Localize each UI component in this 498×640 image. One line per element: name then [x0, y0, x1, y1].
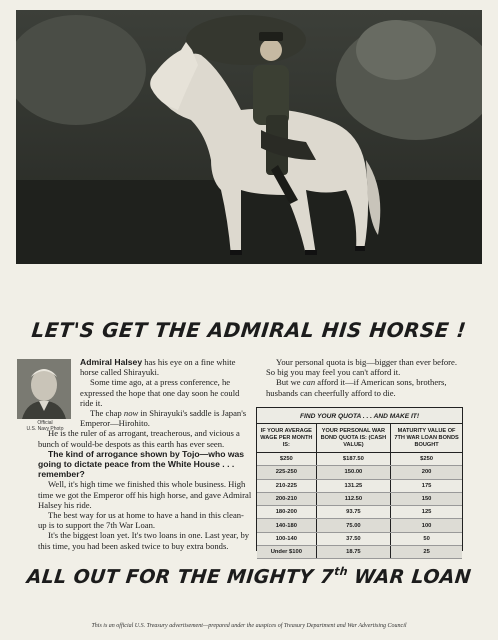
- table-cell: $187.50: [316, 453, 391, 466]
- table-cell: 180-200: [257, 506, 316, 519]
- paragraph-4: He is the ruler of as arrogant, treacherous, and vicious a bunch of would-be despots as this earth has ever seen.: [38, 428, 240, 449]
- table-cell: 50: [391, 532, 462, 545]
- headline: LET'S GET THE ADMIRAL HIS HORSE !: [30, 318, 468, 342]
- table-cell: 150: [391, 492, 462, 505]
- quota-title: FIND YOUR QUOTA . . . AND MAKE IT!: [257, 408, 462, 424]
- header-maturity: MATURITY VALUE OF 7TH WAR LOAN BONDS BOUGHT: [391, 424, 462, 453]
- table-cell: 200: [391, 466, 462, 479]
- paragraph-7: The best way for us at home to have a hand in this clean-up is to support the 7th War Loan.: [38, 510, 244, 531]
- table-cell: 140-180: [257, 519, 316, 532]
- table-cell: 131.25: [316, 479, 391, 492]
- header-wage: IF YOUR AVERAGE WAGE PER MONTH IS:: [257, 424, 316, 453]
- table-cell: 225-250: [257, 466, 316, 479]
- admiral-halsey-portrait: [17, 359, 71, 419]
- table-cell: 125: [391, 506, 462, 519]
- table-cell: $250: [257, 453, 316, 466]
- table-row: [257, 466, 462, 479]
- table-cell: Under $100: [257, 546, 316, 559]
- paragraph-8: It's the biggest loan yet. It's two loans in one. Last year, by this time, you had been asked twice to buy extra bonds.: [38, 530, 250, 551]
- photo-credit-line-1: Official: [37, 420, 53, 426]
- table-row: [257, 479, 462, 492]
- quota-table: [256, 407, 463, 556]
- table-cell: 210-225: [257, 479, 316, 492]
- header-quota: YOUR PERSONAL WAR BOND QUOTA IS: (CASH VALUE): [316, 424, 391, 453]
- paragraph-3: The chap now in Shirayuki's saddle is Japan's Emperor—Hirohito.: [80, 408, 247, 429]
- table-cell: 112.50: [316, 492, 391, 505]
- body-right-column: [266, 357, 464, 398]
- paragraph-6: Well, it's high time we finished this whole business. High time we got the Emperor off his high horse, and gave Admiral Halsey his ride.: [38, 479, 252, 510]
- table-cell: 25: [391, 546, 462, 559]
- table-cell: 18.75: [316, 546, 391, 559]
- paragraph-1: Admiral Halsey has his eye on a fine white horse called Shirayuki.: [80, 357, 236, 378]
- table-cell: 100: [391, 519, 462, 532]
- photo-credit-line-2: U.S. Navy Photo: [26, 426, 64, 432]
- right-paragraph-2: But we can afford it—if American sons, brothers, husbands can cheerfully afford to die.: [266, 377, 447, 398]
- table-cell: 150.00: [316, 466, 391, 479]
- footer-headline: ALL OUT FOR THE MIGHTY 7th WAR LOAN: [25, 565, 473, 588]
- table-cell: 75.00: [316, 519, 391, 532]
- right-paragraph-1: Your personal quota is big—bigger than ever before. So big you may feel you can't afford it.: [266, 357, 457, 378]
- table-row: [257, 532, 462, 545]
- table-cell: 175: [391, 479, 462, 492]
- table-row: [257, 546, 462, 559]
- table-cell: 93.75: [316, 506, 391, 519]
- table-cell: 37.50: [316, 532, 391, 545]
- paragraph-2: Some time ago, at a press conference, he expressed the hope that one day soon he could ride it.: [80, 377, 240, 408]
- table-row: [257, 453, 462, 466]
- table-cell: 200-210: [257, 492, 316, 505]
- table-cell: 100-140: [257, 532, 316, 545]
- table-row: [257, 492, 462, 505]
- quota-grid: [257, 424, 462, 559]
- table-row: [257, 519, 462, 532]
- emperor-horse-photo: [16, 10, 482, 264]
- table-row: [257, 506, 462, 519]
- table-cell: $250: [391, 453, 462, 466]
- fine-print: This is an official U.S. Treasury advertisement—prepared under the auspices of Treasury Department and War Advertising Council: [91, 623, 407, 629]
- paragraph-5: The kind of arrogance shown by Tojo—who was going to dictate peace from the White House . . . remember?: [38, 448, 245, 480]
